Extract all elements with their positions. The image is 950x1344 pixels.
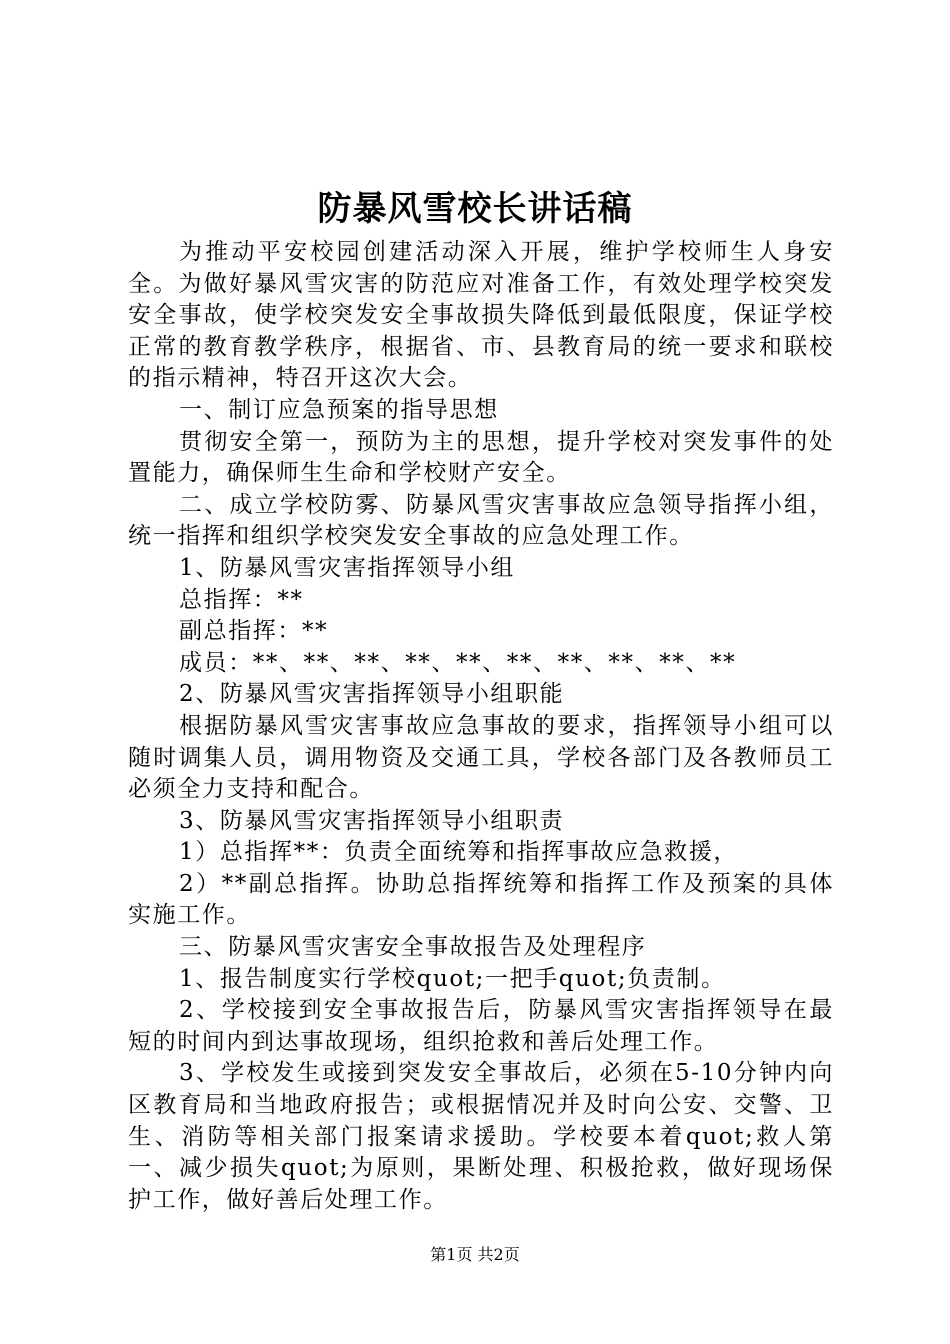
page-footer: 第1页 共2页 bbox=[430, 1245, 520, 1264]
paragraph-deputy-commander: 副总指挥：** bbox=[179, 618, 329, 645]
heading-group-functions: 2、防暴风雪灾害指挥领导小组职能 bbox=[179, 681, 565, 708]
heading-leadership-group: 1、防暴风雪灾害指挥领导小组 bbox=[179, 554, 516, 581]
heading-section-1: 一、制订应急预案的指导思想 bbox=[179, 396, 499, 423]
paragraph-duty-deputy: 2）**副总指挥。协助总指挥统筹和指挥工作及预案的具体实施工作。 bbox=[128, 870, 834, 929]
paragraph-intro: 为推动平安校园创建活动深入开展，维护学校师生人身安全。为做好暴风雪灾害的防范应对准备工作，有效处理学校突发安全事故，使学校突发安全事故损失降低到最低限度，保证学校正常的教育教学秩序，根据省、市、县教育局的统一要求和联校的指示精神，特召开这次大会。 bbox=[128, 239, 834, 392]
heading-group-duties: 3、防暴风雪灾害指挥领导小组职责 bbox=[179, 807, 565, 834]
paragraph-report-system: 1、报告制度实行学校quot;一把手quot;负责制。 bbox=[179, 965, 726, 992]
heading-section-3: 三、防暴风雪灾害安全事故报告及处理程序 bbox=[179, 934, 647, 961]
page-title: 防暴风雪校长讲话稿 bbox=[317, 189, 633, 229]
paragraph-report-procedure: 3、学校发生或接到突发安全事故后，必须在5-10分钟内向区教育局和当地政府报告；或根据情况并及时向公安、交警、卫生、消防等相关部门报案请求援助。学校要本着quot;救人第一、减少损失quot;为原则，果断处理、积极抢救，做好现场保护工作，做好善后处理工作。 bbox=[128, 1060, 834, 1213]
paragraph-duty-chief: 1）总指挥**：负责全面统筹和指挥事故应急救援， bbox=[179, 839, 739, 866]
paragraph-chief-commander: 总指挥：** bbox=[179, 586, 304, 613]
document-body bbox=[128, 237, 834, 1216]
paragraph-report-response: 2、学校接到安全事故报告后，防暴风雪灾害指挥领导在最短的时间内到达事故现场，组织抢救和善后处理工作。 bbox=[128, 997, 834, 1055]
paragraph-members: 成员：**、**、**、**、**、**、**、**、**、** bbox=[179, 649, 737, 676]
paragraph-group-functions: 根据防暴风雪灾害事故应急事故的要求，指挥领导小组可以随时调集人员，调用物资及交通工具，学校各部门及各教师员工必须全力支持和配合。 bbox=[128, 712, 834, 803]
paragraph-guiding-principle: 贯彻安全第一，预防为主的思想，提升学校对突发事件的处置能力，确保师生生命和学校财产安全。 bbox=[128, 428, 834, 487]
heading-section-2: 二、成立学校防雾、防暴风雪灾害事故应急领导指挥小组，统一指挥和组织学校突发安全事故的应急处理工作。 bbox=[128, 491, 834, 550]
